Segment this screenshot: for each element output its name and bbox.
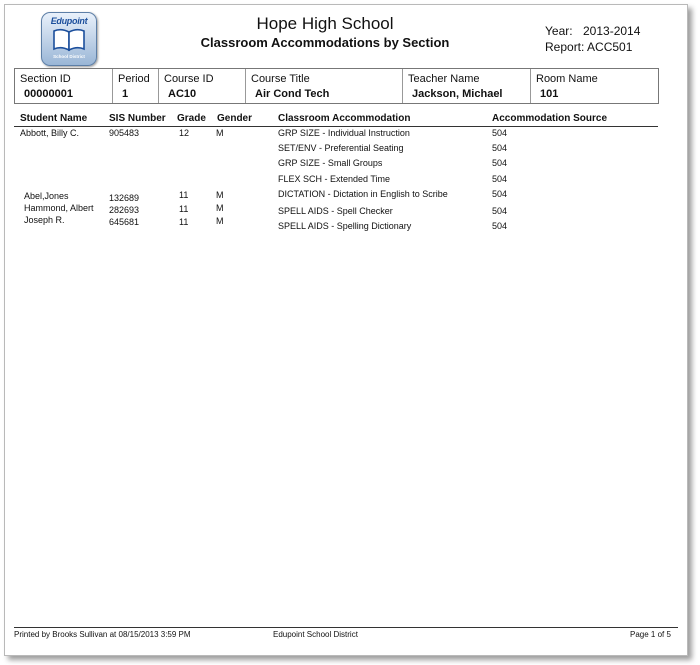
accommodation-source: 504 (492, 128, 508, 138)
gender: M (216, 128, 224, 138)
footer-district: Edupoint School District (273, 630, 358, 639)
course-title-value: Air Cond Tech (255, 88, 330, 100)
period-value: 1 (122, 88, 129, 100)
section-id-label: Section ID (20, 73, 71, 85)
accommodation-text: SPELL AIDS - Spelling Dictionary (278, 221, 412, 231)
year-value: 2013-2014 (583, 24, 641, 38)
course-id-cell (158, 69, 246, 103)
col-header-gender: Gender (217, 113, 253, 124)
teacher-name-cell (402, 69, 531, 103)
accommodation-text: GRP SIZE - Small Groups (278, 158, 383, 168)
report-value: ACC501 (587, 40, 633, 54)
section-id-value: 00000001 (24, 88, 73, 100)
course-title-label: Course Title (251, 73, 310, 85)
report-line (545, 40, 632, 54)
student-name: Joseph R. (24, 215, 65, 225)
gender: M (216, 216, 224, 226)
grade: 11 (179, 217, 189, 227)
accommodation-source: 504 (492, 189, 508, 199)
footer-page-number: Page 1 of 5 (630, 630, 671, 639)
sis-number: 132689 (109, 193, 140, 203)
room-name-label: Room Name (536, 73, 598, 85)
accommodation-text: DICTATION - Dictation in English to Scribe (278, 189, 448, 199)
accommodation-text: SET/ENV - Preferential Seating (278, 143, 404, 153)
accommodation-text: FLEX SCH - Extended Time (278, 174, 391, 184)
section-id-cell (15, 69, 112, 103)
logo-subtext: School District (53, 54, 85, 59)
course-title-cell (245, 69, 403, 103)
student-name: Abbott, Billy C. (20, 128, 80, 138)
course-id-label: Course ID (164, 73, 214, 85)
year-label: Year: (545, 24, 573, 38)
book-icon (52, 28, 86, 52)
accommodation-source: 504 (492, 174, 508, 184)
accommodation-source: 504 (492, 221, 508, 231)
accommodation-text: GRP SIZE - Individual Instruction (278, 128, 410, 138)
footer-rule (14, 627, 678, 628)
accommodation-source: 504 (492, 143, 508, 153)
report-subtitle: Classroom Accommodations by Section (200, 35, 450, 50)
teacher-name-label: Teacher Name (408, 73, 480, 85)
school-title: Hope High School (256, 14, 394, 33)
edupoint-logo (41, 12, 97, 66)
period-label: Period (118, 73, 150, 85)
period-cell (112, 69, 159, 103)
accommodation-source: 504 (492, 158, 508, 168)
col-header-grade: Grade (177, 113, 206, 124)
student-name: Hammond, Albert (24, 203, 94, 213)
grade: 11 (179, 190, 189, 200)
year-line (545, 24, 640, 38)
col-header-source: Accommodation Source (492, 113, 608, 124)
gender: M (216, 190, 224, 200)
grade: 11 (179, 204, 189, 214)
gender: M (216, 203, 224, 213)
grade: 12 (179, 128, 190, 138)
report-label: Report: (545, 40, 585, 54)
col-header-accommodation: Classroom Accommodation (278, 113, 411, 124)
col-header-sis-number: SIS Number (109, 113, 166, 124)
room-name-value: 101 (540, 88, 559, 100)
student-name: Abel,Jones (24, 191, 69, 201)
footer-printed-by: Printed by Brooks Sullivan at 08/15/2013 3:59 PM (14, 630, 191, 639)
logo-brand-text: Edupoint (50, 16, 88, 26)
report-page (4, 4, 688, 656)
sis-number: 282693 (109, 205, 140, 215)
header-rule (14, 126, 658, 127)
accommodation-text: SPELL AIDS - Spell Checker (278, 206, 393, 216)
section-info-box (14, 68, 659, 104)
sis-number: 905483 (109, 128, 140, 138)
sis-number: 645681 (109, 217, 140, 227)
teacher-name-value: Jackson, Michael (412, 88, 503, 100)
course-id-value: AC10 (168, 88, 197, 100)
accommodation-source: 504 (492, 206, 508, 216)
col-header-student-name: Student Name (20, 113, 88, 124)
room-name-cell (530, 69, 659, 103)
